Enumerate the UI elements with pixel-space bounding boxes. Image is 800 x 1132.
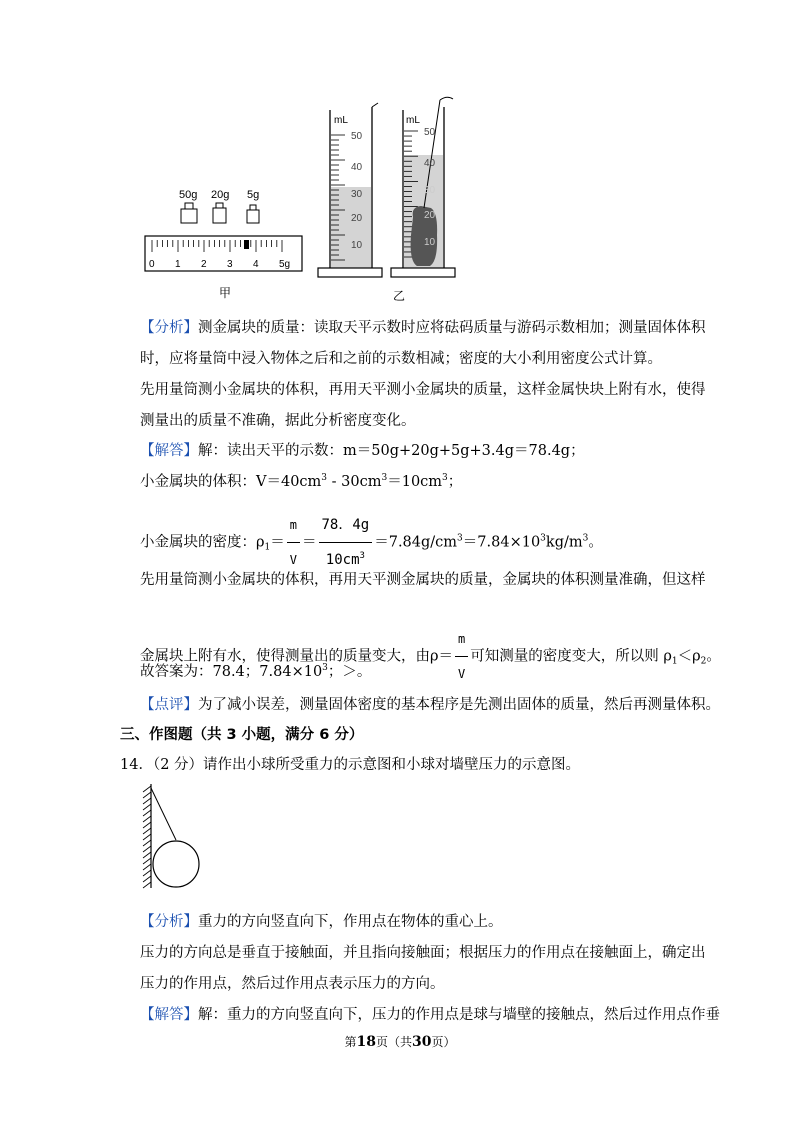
cylinder-tick-label: 30: [351, 189, 363, 200]
wall-hatch: [143, 798, 151, 804]
wall-hatch: [143, 828, 151, 834]
answer-tag: 【解答】: [140, 443, 198, 459]
wall-hatch: [143, 804, 151, 810]
question-number: 14．: [120, 757, 153, 773]
page-number: 18: [356, 1034, 376, 1050]
cylinder-unit: mL: [334, 115, 348, 126]
answer-tag: 【解答】: [140, 1007, 198, 1023]
cylinder-tick-label: 40: [424, 158, 436, 169]
cylinder-unit: mL: [406, 115, 420, 126]
analysis-paragraph-2: [140, 912, 503, 932]
weight-label: 20g: [211, 189, 230, 201]
cylinder-before: [318, 103, 382, 277]
final-answer-line: 故答案为：78.4；$7.84\times 10^3$；＞。: [140, 663, 372, 680]
cylinder-tick-label: 50: [351, 131, 363, 142]
weight-50g: [179, 189, 197, 223]
comment-tag: 【点评】: [140, 697, 198, 713]
wall-hatch: [143, 816, 151, 822]
wall-hatch: [143, 846, 151, 852]
cylinder-tick-label: 10: [424, 237, 436, 248]
cylinder-tick-label: 30: [424, 185, 436, 196]
string: [151, 788, 176, 840]
density-value-fraction: $\frac{78.4g}{10cm^3}$: [319, 508, 373, 577]
weight-label: 5g: [247, 189, 260, 201]
cylinder-tick-label: 40: [351, 162, 363, 173]
analysis-line: 测量出的质量不准确，据此分析密度变化。: [140, 413, 416, 429]
question-text: （2 分）请作出小球所受重力的示意图和小球对墙壁压力的示意图。: [152, 757, 581, 773]
analysis-line: 时，应将量筒中浸入物体之后和之前的示数相减；密度的大小利用密度公式计算。: [140, 351, 662, 367]
scale-tick-label: 2: [201, 259, 207, 270]
cylinder-tick-label: 20: [424, 210, 436, 221]
answer-text: 解：读出天平的示数：m＝50g+20g+5g+3.4g＝78.4g；: [198, 443, 585, 459]
analysis-line: 先用量筒测小金属块的体积，再用天平测小金属块的质量，这样金属快块上附有水，使得: [140, 382, 706, 398]
weight-label: 50g: [179, 189, 198, 201]
ball: [153, 841, 199, 887]
figure-caption-right: 乙: [393, 289, 406, 303]
scale-tick-label: 5g: [279, 259, 291, 270]
analysis-tag: 【分析】: [140, 914, 198, 930]
cylinder-tick-label: 10: [351, 240, 363, 251]
answer-line: 先用量筒测小金属块的体积，再用天平测金属块的质量，金属块的体积测量准确，但这样: [140, 572, 706, 588]
analysis-paragraph-1: [140, 318, 706, 338]
section-heading: 三、作图题（共 3 小题，满分 6 分）: [120, 727, 364, 743]
answer-text: 解：重力的方向竖直向下，压力的作用点是球与墙壁的接触点，然后过作用点作垂: [198, 1007, 720, 1023]
balance-and-cylinder-figure: [135, 95, 475, 310]
density-line: 小金属块的密度：$\rho_1=$ $\frac{m}{V}$ ＝ $\frac{78.4g}{10cm^3}$ $=7.84g/cm^3=7.84\times 10^3kg/m^3$。: [140, 508, 603, 577]
scale-tick-label: 1: [175, 259, 181, 270]
wall-hatch: [143, 810, 151, 816]
volume-line: 小金属块的体积：$V=40cm^3 - 30cm^3=10cm^3$；: [140, 473, 463, 490]
answer-paragraph-2: [140, 1005, 720, 1025]
scale-tick-label: 0: [149, 259, 155, 270]
conclusion-line: 金属块上附有水，使得测量出的质量变大，由ρ＝ $\frac{m}{V}$ 可知测量的密度变大，所以则 $\rho_1<\rho_2$。: [140, 622, 721, 691]
wall-hatch: [143, 864, 151, 870]
cylinder-after: [391, 97, 455, 277]
wall-hatch: [143, 882, 151, 888]
page-total: 30: [412, 1034, 432, 1050]
scale-tick-label: 3: [227, 259, 233, 270]
analysis-text: 重力的方向竖直向下，作用点在物体的重心上。: [198, 914, 503, 930]
density-formula-fraction: $\frac{m}{V}$: [287, 508, 300, 577]
wall-hatch: [143, 840, 151, 846]
scale-tick-label: 4: [253, 259, 259, 270]
wall-hatch: [143, 792, 151, 798]
comment-paragraph: [140, 695, 720, 715]
analysis-line: 压力的作用点，然后过作用点表示压力的方向。: [140, 976, 445, 992]
wall-hatch: [143, 870, 151, 876]
ball-wall-figure: [135, 780, 215, 892]
page-footer: 第18页（共30页）: [344, 1034, 456, 1050]
analysis-text: 测金属块的质量：读取天平示数时应将砝码质量与游码示数相加；测量固体体积: [198, 320, 706, 336]
weight-20g: [211, 189, 229, 223]
cylinder-tick-label: 50: [424, 127, 436, 138]
wall-hatch: [143, 852, 151, 858]
rider-scale: [145, 236, 302, 271]
weight-5g: [247, 189, 259, 223]
analysis-line: 压力的方向总是垂直于接触面，并且指向接触面；根据压力的作用点在接触面上，确定出: [140, 945, 706, 961]
analysis-tag: 【分析】: [140, 320, 198, 336]
answer-paragraph-1: [140, 441, 585, 461]
wall-hatch: [143, 858, 151, 864]
cylinder-tick-label: 20: [351, 213, 363, 224]
question-14: [120, 755, 580, 775]
wall-hatch: [143, 822, 151, 828]
wall-hatch: [143, 876, 151, 882]
wall-hatch: [143, 834, 151, 840]
density-formula-fraction: $\frac{m}{V}$: [455, 622, 468, 691]
wall-hatch: [143, 786, 151, 792]
comment-text: 为了减小误差，测量固体密度的基本程序是先测出固体的质量，然后再测量体积。: [198, 697, 720, 713]
rider-marker: [244, 240, 249, 249]
figure-caption-left: 甲: [219, 286, 232, 300]
